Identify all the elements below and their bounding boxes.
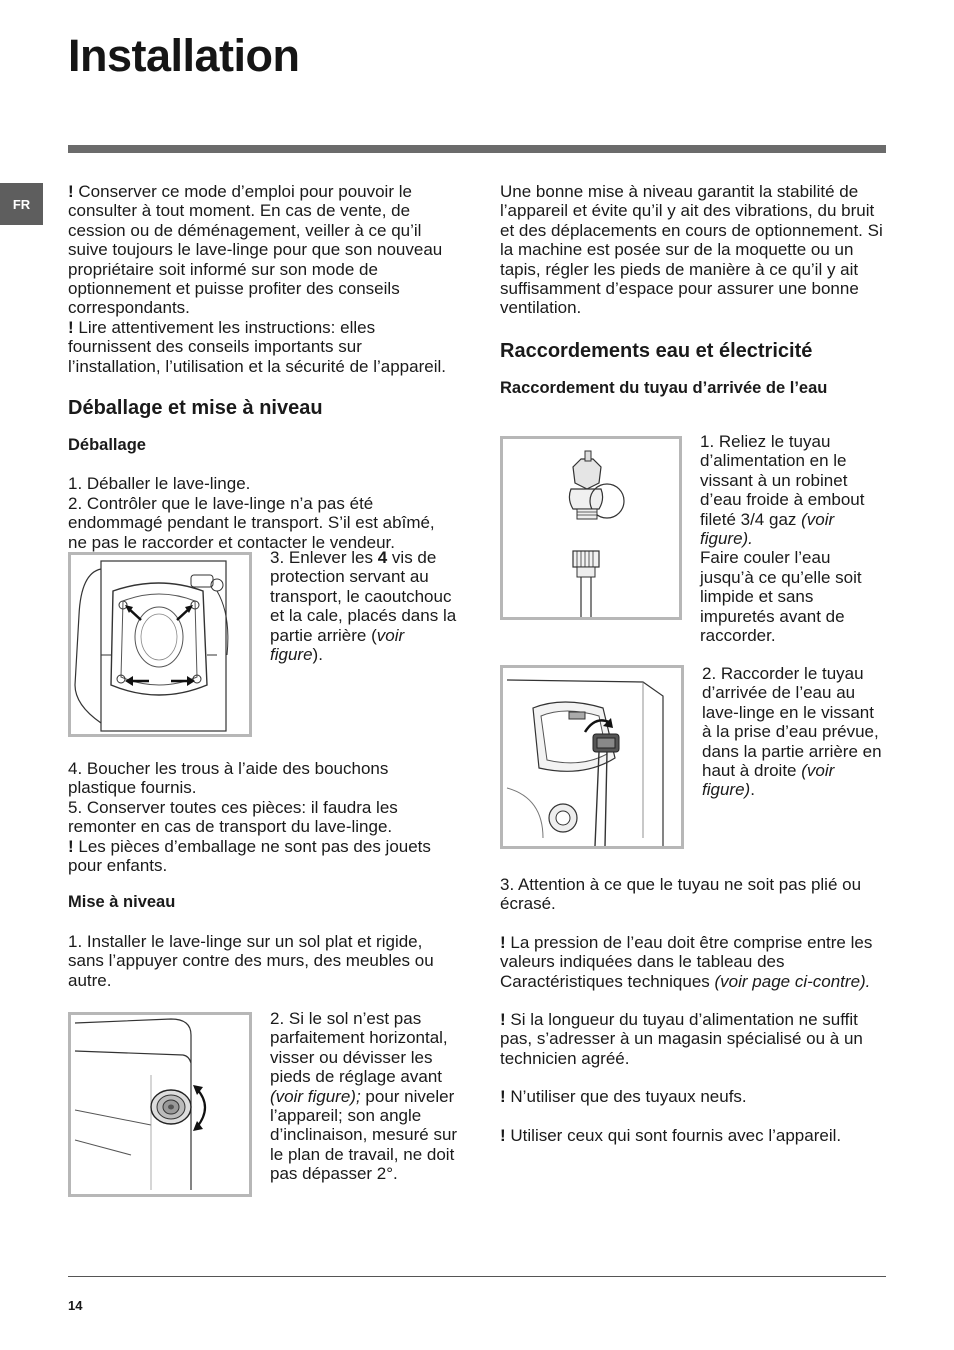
unpack-step-4: 4. Boucher les trous à l’aide des bouchons plastique fournis. bbox=[68, 759, 389, 798]
left-column-top bbox=[68, 182, 458, 552]
warning-mark: ! bbox=[68, 836, 74, 856]
note-water-pressure-text: La pression de l’eau doit être comprise entre les valeurs indiquées dans le tableau des Caractéristiques techniques bbox=[500, 932, 873, 991]
subheading-leveling: Mise à niveau bbox=[68, 893, 176, 912]
right-column-top bbox=[500, 182, 886, 398]
page-title: Installation bbox=[68, 30, 300, 81]
hose-step-1-flush: Faire couler l’eau jusqu’à ce qu’elle soit limpide et sans impuretés avant de raccorder. bbox=[700, 548, 862, 646]
section-heading-water-electric: Raccordements eau et électricité bbox=[500, 339, 813, 362]
level-step-1: 1. Installer le lave-linge sur un sol plat et rigide, sans l’appuyer contre des murs, des meubles ou autre. bbox=[68, 931, 434, 990]
intro-paragraph-1 bbox=[68, 182, 458, 318]
note-supplied-hoses bbox=[500, 1126, 886, 1145]
unpack-step-1: 1. Déballer le lave-linge. bbox=[68, 474, 251, 494]
note-new-hoses-text: N’utiliser que des tuyaux neufs. bbox=[505, 1087, 747, 1107]
unpack-step-3-end: ). bbox=[312, 645, 323, 665]
screw-count: 4 bbox=[377, 548, 388, 567]
see-figure-ref: (voir figure) bbox=[702, 761, 835, 800]
tap-and-hose-illustration bbox=[503, 439, 679, 617]
hose-step-3: 3. Attention à ce que le tuyau ne soit pas plié ou écrasé. bbox=[500, 875, 862, 914]
figure-inlet-connection bbox=[500, 665, 684, 849]
intro-paragraph-2 bbox=[68, 318, 458, 376]
level-step-2 bbox=[270, 1009, 460, 1184]
see-figure-ref: (voir figure); bbox=[270, 1086, 361, 1106]
intro-text-2: Lire attentivement les instructions: elles fournissent des conseils importants sur l’installation, l’utilisation et la sécurité de l’appareil. bbox=[68, 317, 446, 376]
level-step-2-text: 2. Si le sol n’est pas parfaitement horizontal, visser ou dévisser les pieds de réglage avant bbox=[270, 1009, 448, 1087]
subheading-unpacking: Déballage bbox=[68, 436, 146, 455]
warning-mark: ! bbox=[500, 1087, 506, 1107]
machine-inlet-illustration bbox=[503, 668, 681, 846]
warning-mark: ! bbox=[68, 182, 74, 201]
figure-rear-transport-screws bbox=[68, 552, 252, 737]
unpack-step-3-text-cont: vis de protection servant au transport, le caoutchouc et la cale, placés dans la partie arrière ( bbox=[270, 548, 457, 645]
washing-machine-rear-illustration bbox=[71, 555, 249, 734]
warning-mark: ! bbox=[500, 1125, 506, 1145]
warning-mark: ! bbox=[500, 932, 506, 952]
unpack-warning bbox=[68, 837, 458, 876]
right-column-bottom bbox=[500, 875, 886, 1145]
intro-text-1: Conserver ce mode d’emploi pour pouvoir le consulter à tout moment. En cas de vente, de cession ou de déménagement, veiller à ce qu’il suive toujours le lave-linge pour que son nouveau propriétaire soit informé sur son mode de optionnement et puisse profiter des conseils correspondants. bbox=[68, 182, 443, 318]
warning-mark: ! bbox=[68, 317, 74, 337]
unpack-warning-text: Les pièces d’emballage ne sont pas des jouets pour enfants. bbox=[68, 836, 431, 876]
note-supplied-hoses-text: Utiliser ceux qui sont fournis avec l’appareil. bbox=[505, 1125, 842, 1145]
hose-step-2-end: . bbox=[750, 780, 755, 800]
subheading-inlet-hose: Raccordement du tuyau d’arrivée de l’eau bbox=[500, 378, 828, 397]
title-rule bbox=[68, 145, 886, 153]
hose-step-2 bbox=[702, 664, 886, 800]
unpack-step-2: 2. Contrôler que le lave-linge n’a pas été endommagé pendant le transport. S’il est abîmé, ne pas le raccorder et contacter le vendeur. bbox=[68, 493, 435, 552]
hose-step-1-text: 1. Reliez le tuyau d’alimentation en le vissant à un robinet d’eau froide à embout fileté 3/4 gaz bbox=[700, 432, 865, 529]
unpack-step-3-text: 3. Enlever les bbox=[270, 548, 378, 567]
note-hose-length bbox=[500, 1010, 886, 1068]
adjustable-foot-illustration bbox=[71, 1015, 249, 1194]
hose-step-2-text: 2. Raccorder le tuyau d’arrivée de l’eau au lave-linge en le vissant à la prise d’eau prévue, dans la partie arrière en haut à droite bbox=[702, 664, 882, 781]
note-water-pressure bbox=[500, 933, 886, 991]
section-heading-unpacking-leveling: Déballage et mise à niveau bbox=[68, 397, 323, 420]
page-number: 14 bbox=[68, 1298, 83, 1313]
footer-rule bbox=[68, 1276, 886, 1277]
figure-adjustable-feet bbox=[68, 1012, 252, 1197]
figure-tap-connection bbox=[500, 436, 682, 620]
note-new-hoses bbox=[500, 1087, 886, 1106]
level-step-2-text-cont: pour niveler l’appareil; son angle d’inclinaison, mesuré sur le plan de travail, ne doit pas dépasser 2°. bbox=[270, 1086, 458, 1184]
language-tab: FR bbox=[0, 183, 43, 225]
hose-step-1 bbox=[700, 432, 886, 645]
see-figure-ref: (voir figure). bbox=[700, 509, 835, 549]
left-column-middle bbox=[68, 759, 458, 990]
warning-mark: ! bbox=[500, 1010, 506, 1030]
see-page-ref: (voir page ci-contre). bbox=[714, 971, 871, 991]
see-figure-ref: voir figure bbox=[270, 625, 405, 665]
unpack-step-5: 5. Conserver toutes ces pièces: il faudra les remonter en cas de transport du lave-linge. bbox=[68, 797, 398, 837]
unpack-step-3 bbox=[270, 548, 460, 664]
leveling-paragraph: Une bonne mise à niveau garantit la stabilité de l’appareil et évite qu’il y ait des vibrations, du bruit et des déplacements en cours de optionnement. Si la machine est posée sur de la moquette ou un tapis, régler les pieds de manière à ce qu’il y ait suffisamment d’espace pour assurer une bonne ventilation. bbox=[500, 182, 883, 318]
note-hose-length-text: Si la longueur du tuyau d’alimentation ne suffit pas, s’adresser à un magasin spécialisé ou à un technicien agréé. bbox=[500, 1010, 863, 1068]
